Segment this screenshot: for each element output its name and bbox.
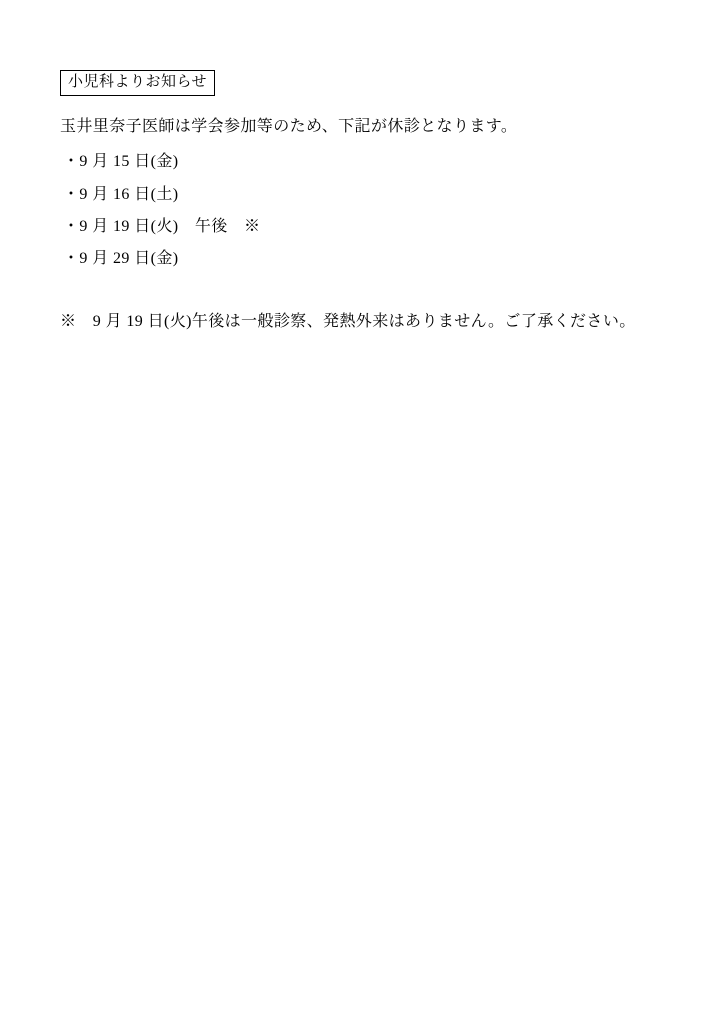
list-item: ・9 月 19 日(火) 午後 ※: [63, 217, 261, 235]
list-item: ・9 月 29 日(金): [63, 250, 179, 267]
document-body: [60, 70, 669, 347]
list-item: ・9 月 15 日(金): [63, 153, 179, 171]
closed-dates-list: [60, 152, 669, 268]
notice-title-box: 小児科よりお知らせ: [60, 70, 215, 96]
notice-footnote-text: ※ 9 月 19 日(火)午後は一般診察、発熱外来はありません。ご了承ください。: [60, 313, 636, 331]
list-item: ・9 月 16 日(土): [63, 185, 179, 203]
notice-intro-text: 玉井里奈子医師は学会参加等のため、下記が休診となります。: [60, 118, 518, 136]
